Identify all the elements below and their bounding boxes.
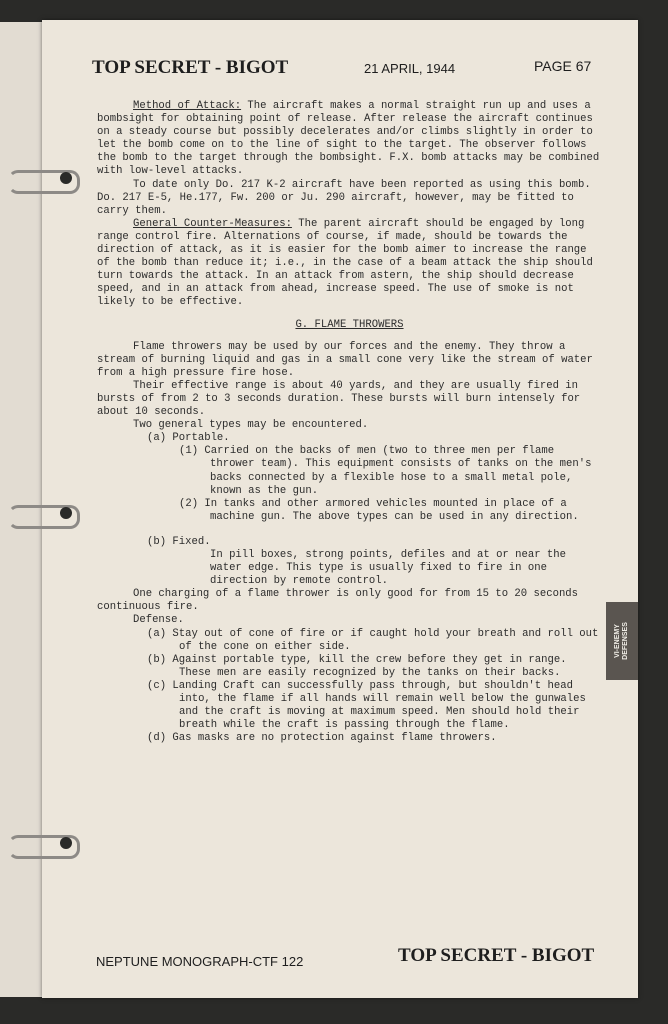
header-date: 21 APRIL, 1944 [364,61,456,76]
list-item-fixed: (b) Fixed. [147,535,211,548]
counter-measures-text: The parent aircraft should be engaged by long range control fire. Alternations of course, if made, should be towards the direction of attack, as it is easier for the bomb aimer to increase the range of the bomb than reduce it; i.e., in the case of a beam attack the ship should turn towards the attack. In an attack from astern, the ship should decrease speed, and in an attack from ahead, increase speed. The use of smoke is not likely to be effective. [97,217,593,309]
list-item-defense-d: (d) Gas masks are no protection against flame throwers. [147,732,497,745]
list-item-portable-1: (1) Carried on the backs of men (two to three men per flame thrower team). This equipment consists of tanks on the men's backs connected by a flexible hose to a small metal pole, known as the gun. [179,445,592,497]
section-tab[interactable] [606,602,638,680]
paragraph-charging: One charging of a flame thrower is only good for from 15 to 20 seconds continuous fire. [97,588,579,614]
document-page [42,20,638,998]
paragraph-aircraft: To date only Do. 217 K-2 aircraft have been reported as using this bomb. Do. 217 E-5, He.177, Fw. 200 or Ju. 290 aircraft, however, may be fitted to carry them. [97,178,591,217]
paragraph-flame-intro: Flame throwers may be used by our forces and the enemy. They throw a stream of burning liquid and gas in a small cone very like the stream of water from a high pressure fire hose. [97,340,593,379]
list-item-portable-2: (2) In tanks and other armored vehicles mounted in place of a machine gun. The above types can be used in any direction. [179,497,579,523]
paragraph-method-of-attack [97,100,602,179]
paragraph-counter-measures [97,218,602,310]
list-item-fixed-text: In pill boxes, strong points, defiles and at or near the water edge. This type is usually fixed to fire in one direction by remote control. [210,549,567,588]
header-page-number: PAGE 67 [534,58,592,74]
footer-monograph: NEPTUNE MONOGRAPH-CTF 122 [96,954,304,969]
section-tab-label: VI-ENEMY DEFENSES [614,622,629,660]
punch-hole [60,837,72,849]
list-item-defense-c: (c) Landing Craft can successfully pass through, but shouldn't head into, the flame if all hands will remain well below the gunwales and the craft is moving at maximum speed. Men should hold their breath while the craft is passing through the flame. [147,679,586,732]
method-of-attack-text: The aircraft makes a normal straight run up and uses a bombsight for obtaining point of release. After release the aircraft continues on a steady course but possibly decelerates and/or climbs slightly in order to let the bomb come on to the line of sight to the target. The observer follows the bomb to the target through the bombsight. F.X. bomb attacks may be combined with low-level attacks. [97,100,600,178]
section-title-flame-throwers: G. FLAME THROWERS [295,318,404,331]
paragraph-types: Two general types may be encountered. [133,419,369,432]
punch-hole [60,172,72,184]
counter-measures-heading: General Counter-Measures: [133,217,292,230]
header-classification: TOP SECRET - BIGOT [92,57,289,78]
method-of-attack-heading: Method of Attack: [133,100,242,112]
list-item-defense-a: (a) Stay out of cone of fire or if caught hold your breath and roll out of the cone on either side. [147,627,599,653]
paragraph-effective-range: Their effective range is about 40 yards, and they are usually fired in bursts of from 2 to 3 seconds duration. These bursts will burn intensely for about 10 seconds. [97,379,581,419]
page-body [97,100,602,745]
punch-hole [60,507,72,519]
defense-label: Defense. [133,614,184,627]
list-item-defense-b: (b) Against portable type, kill the crew before they get in range. These men are easily recognized by the tanks on their backs. [147,653,567,679]
list-item-portable: (a) Portable. [147,432,230,445]
footer-classification: TOP SECRET - BIGOT [398,945,595,966]
